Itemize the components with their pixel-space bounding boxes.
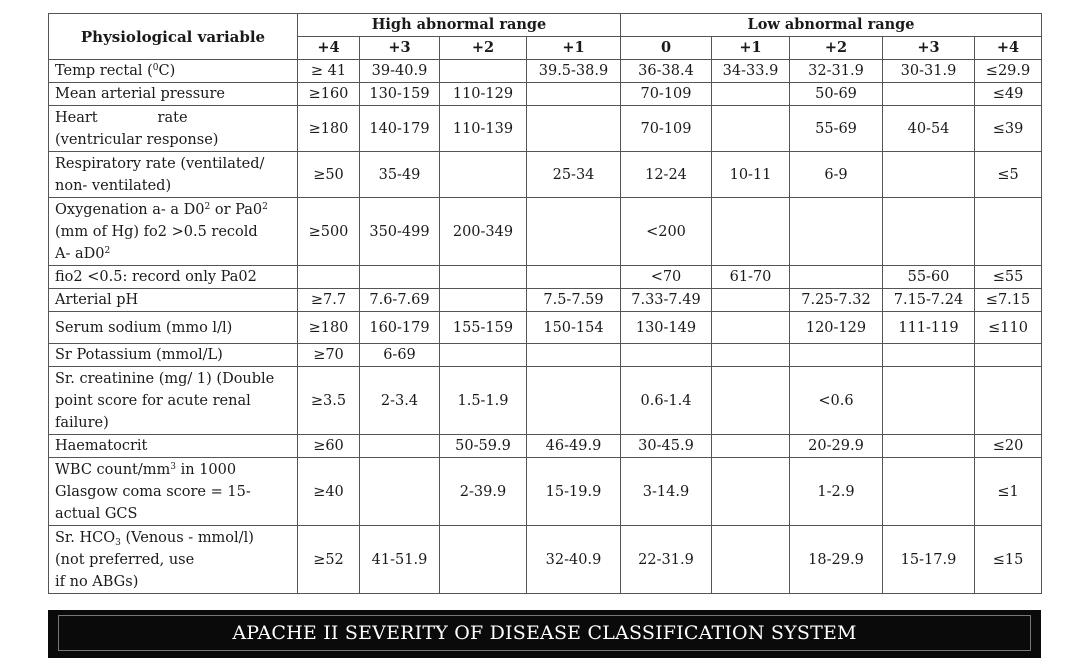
range-cell bbox=[298, 266, 360, 289]
range-cell bbox=[883, 198, 975, 266]
variable-label: Haematocrit bbox=[49, 435, 298, 458]
score-header: +3 bbox=[883, 37, 975, 60]
group-header-row bbox=[49, 14, 1042, 37]
range-cell bbox=[440, 344, 527, 367]
range-cell: <200 bbox=[621, 198, 712, 266]
range-cell: 20-29.9 bbox=[790, 435, 883, 458]
range-cell bbox=[712, 435, 790, 458]
caption-banner bbox=[48, 610, 1041, 658]
range-cell bbox=[360, 458, 440, 526]
table-row bbox=[49, 198, 1042, 266]
range-cell: 12-24 bbox=[621, 152, 712, 198]
range-cell: 7.33-7.49 bbox=[621, 289, 712, 312]
range-cell bbox=[440, 526, 527, 594]
score-header: +2 bbox=[440, 37, 527, 60]
range-cell: 1.5-1.9 bbox=[440, 367, 527, 435]
table-row bbox=[49, 152, 1042, 198]
range-cell bbox=[790, 266, 883, 289]
table-row bbox=[49, 106, 1042, 152]
range-cell: 55-69 bbox=[790, 106, 883, 152]
score-header: +3 bbox=[360, 37, 440, 60]
variable-label: Sr Potassium (mmol/L) bbox=[49, 344, 298, 367]
range-cell: ≥60 bbox=[298, 435, 360, 458]
table-row bbox=[49, 435, 1042, 458]
range-cell: ≤1 bbox=[975, 458, 1042, 526]
variable-label: WBC count/$mm^3$ in 1000 Glasgow coma score = 15- actual GCS bbox=[49, 458, 298, 526]
range-cell: 35-49 bbox=[360, 152, 440, 198]
range-cell bbox=[883, 152, 975, 198]
table-row bbox=[49, 289, 1042, 312]
score-header: +4 bbox=[975, 37, 1042, 60]
range-cell: 46-49.9 bbox=[527, 435, 621, 458]
range-cell: 120-129 bbox=[790, 312, 883, 344]
physiological-variable-header: Physiological variable bbox=[49, 14, 298, 60]
range-cell: 110-139 bbox=[440, 106, 527, 152]
range-cell: ≥70 bbox=[298, 344, 360, 367]
range-cell: 10-11 bbox=[712, 152, 790, 198]
range-cell: ≤55 bbox=[975, 266, 1042, 289]
range-cell: ≥40 bbox=[298, 458, 360, 526]
variable-label: Oxygenation a- a $D0^2$ or $Pa0^2$ (mm of Hg) fo2 >0.5 recold A- $aD0^2$ bbox=[49, 198, 298, 266]
table-row bbox=[49, 344, 1042, 367]
variable-label: Respiratory rate (ventilated/ non- ventilated) bbox=[49, 152, 298, 198]
range-cell bbox=[712, 198, 790, 266]
range-cell: 7.6-7.69 bbox=[360, 289, 440, 312]
range-cell: 140-179 bbox=[360, 106, 440, 152]
variable-label: Sr. creatinine (mg/ 1) (Double point score for acute renal failure) bbox=[49, 367, 298, 435]
range-cell: ≥160 bbox=[298, 83, 360, 106]
range-cell: 55-60 bbox=[883, 266, 975, 289]
table-row bbox=[49, 458, 1042, 526]
range-cell: 70-109 bbox=[621, 106, 712, 152]
score-header: +4 bbox=[298, 37, 360, 60]
range-cell bbox=[975, 344, 1042, 367]
range-cell bbox=[712, 106, 790, 152]
range-cell: ≤5 bbox=[975, 152, 1042, 198]
range-cell: 7.25-7.32 bbox=[790, 289, 883, 312]
apache-table-container bbox=[48, 13, 1041, 594]
range-cell: 15-17.9 bbox=[883, 526, 975, 594]
range-cell: ≥ 41 bbox=[298, 60, 360, 83]
range-cell bbox=[790, 344, 883, 367]
range-cell bbox=[360, 266, 440, 289]
table-body bbox=[49, 60, 1042, 594]
score-header: +1 bbox=[527, 37, 621, 60]
range-cell: <70 bbox=[621, 266, 712, 289]
range-cell: <0.6 bbox=[790, 367, 883, 435]
range-cell: 6-9 bbox=[790, 152, 883, 198]
caption-frame bbox=[58, 615, 1031, 651]
score-header: 0 bbox=[621, 37, 712, 60]
table-row bbox=[49, 266, 1042, 289]
range-cell: 32-31.9 bbox=[790, 60, 883, 83]
range-cell bbox=[527, 106, 621, 152]
range-cell: ≥3.5 bbox=[298, 367, 360, 435]
range-cell bbox=[527, 266, 621, 289]
range-cell: ≥180 bbox=[298, 106, 360, 152]
range-cell: 155-159 bbox=[440, 312, 527, 344]
range-cell: 25-34 bbox=[527, 152, 621, 198]
range-cell bbox=[440, 289, 527, 312]
range-cell bbox=[712, 344, 790, 367]
range-cell: 6-69 bbox=[360, 344, 440, 367]
apache-ii-table bbox=[48, 13, 1042, 594]
range-cell: 36-38.4 bbox=[621, 60, 712, 83]
range-cell: 130-149 bbox=[621, 312, 712, 344]
range-cell bbox=[883, 344, 975, 367]
range-cell: ≤7.15 bbox=[975, 289, 1042, 312]
range-cell: 7.5-7.59 bbox=[527, 289, 621, 312]
range-cell: 3-14.9 bbox=[621, 458, 712, 526]
range-cell: 350-499 bbox=[360, 198, 440, 266]
range-cell: 22-31.9 bbox=[621, 526, 712, 594]
table-row bbox=[49, 367, 1042, 435]
range-cell bbox=[790, 198, 883, 266]
range-cell bbox=[621, 344, 712, 367]
range-cell: ≥52 bbox=[298, 526, 360, 594]
range-cell: 7.15-7.24 bbox=[883, 289, 975, 312]
range-cell: ≤39 bbox=[975, 106, 1042, 152]
variable-label: fio2 <0.5: record only Pa02 bbox=[49, 266, 298, 289]
range-cell bbox=[883, 458, 975, 526]
range-cell bbox=[883, 435, 975, 458]
range-cell bbox=[712, 526, 790, 594]
range-cell bbox=[440, 266, 527, 289]
score-header: +1 bbox=[712, 37, 790, 60]
range-cell: ≤49 bbox=[975, 83, 1042, 106]
range-cell: 0.6-1.4 bbox=[621, 367, 712, 435]
range-cell: 200-349 bbox=[440, 198, 527, 266]
range-cell bbox=[975, 367, 1042, 435]
range-cell bbox=[527, 83, 621, 106]
range-cell: 61-70 bbox=[712, 266, 790, 289]
range-cell: ≤20 bbox=[975, 435, 1042, 458]
variable-label: Heart rate (ventricular response) bbox=[49, 106, 298, 152]
range-cell: ≥50 bbox=[298, 152, 360, 198]
range-cell bbox=[712, 458, 790, 526]
range-cell bbox=[712, 289, 790, 312]
variable-label: Sr. $HCO_3$ (Venous - mmol/l) (not preferred, use if no ABGs) bbox=[49, 526, 298, 594]
range-cell bbox=[440, 152, 527, 198]
range-cell: 1-2.9 bbox=[790, 458, 883, 526]
score-header: +2 bbox=[790, 37, 883, 60]
range-cell bbox=[527, 198, 621, 266]
range-cell: 2-3.4 bbox=[360, 367, 440, 435]
range-cell: ≥500 bbox=[298, 198, 360, 266]
range-cell bbox=[360, 435, 440, 458]
range-cell: ≤110 bbox=[975, 312, 1042, 344]
range-cell: 150-154 bbox=[527, 312, 621, 344]
caption-title: APACHE II SEVERITY OF DISEASE CLASSIFICATION SYSTEM bbox=[232, 622, 857, 644]
range-cell: 110-129 bbox=[440, 83, 527, 106]
range-cell bbox=[883, 367, 975, 435]
range-cell: ≤29.9 bbox=[975, 60, 1042, 83]
range-cell: 50-59.9 bbox=[440, 435, 527, 458]
range-cell: 130-159 bbox=[360, 83, 440, 106]
range-cell: 39.5-38.9 bbox=[527, 60, 621, 83]
range-cell bbox=[712, 312, 790, 344]
range-cell: 30-31.9 bbox=[883, 60, 975, 83]
variable-label: Temp rectal ($^0$C) bbox=[49, 60, 298, 83]
range-cell bbox=[712, 367, 790, 435]
range-cell: 50-69 bbox=[790, 83, 883, 106]
range-cell: 70-109 bbox=[621, 83, 712, 106]
range-cell bbox=[440, 60, 527, 83]
low-abnormal-range-header: Low abnormal range bbox=[621, 14, 1042, 37]
range-cell: 39-40.9 bbox=[360, 60, 440, 83]
variable-label: Serum sodium (mmo l/l) bbox=[49, 312, 298, 344]
table-row bbox=[49, 312, 1042, 344]
range-cell: 2-39.9 bbox=[440, 458, 527, 526]
range-cell: ≥7.7 bbox=[298, 289, 360, 312]
table-row bbox=[49, 60, 1042, 83]
range-cell: 34-33.9 bbox=[712, 60, 790, 83]
range-cell: ≥180 bbox=[298, 312, 360, 344]
range-cell bbox=[527, 367, 621, 435]
range-cell bbox=[883, 83, 975, 106]
range-cell: 40-54 bbox=[883, 106, 975, 152]
range-cell: 41-51.9 bbox=[360, 526, 440, 594]
table-row bbox=[49, 526, 1042, 594]
range-cell bbox=[527, 344, 621, 367]
range-cell: 30-45.9 bbox=[621, 435, 712, 458]
range-cell: ≤15 bbox=[975, 526, 1042, 594]
range-cell bbox=[975, 198, 1042, 266]
range-cell: 18-29.9 bbox=[790, 526, 883, 594]
range-cell: 15-19.9 bbox=[527, 458, 621, 526]
range-cell bbox=[712, 83, 790, 106]
variable-label: Arterial pH bbox=[49, 289, 298, 312]
range-cell: 160-179 bbox=[360, 312, 440, 344]
range-cell: 32-40.9 bbox=[527, 526, 621, 594]
range-cell: 111-119 bbox=[883, 312, 975, 344]
high-abnormal-range-header: High abnormal range bbox=[298, 14, 621, 37]
table-row bbox=[49, 83, 1042, 106]
variable-label: Mean arterial pressure bbox=[49, 83, 298, 106]
